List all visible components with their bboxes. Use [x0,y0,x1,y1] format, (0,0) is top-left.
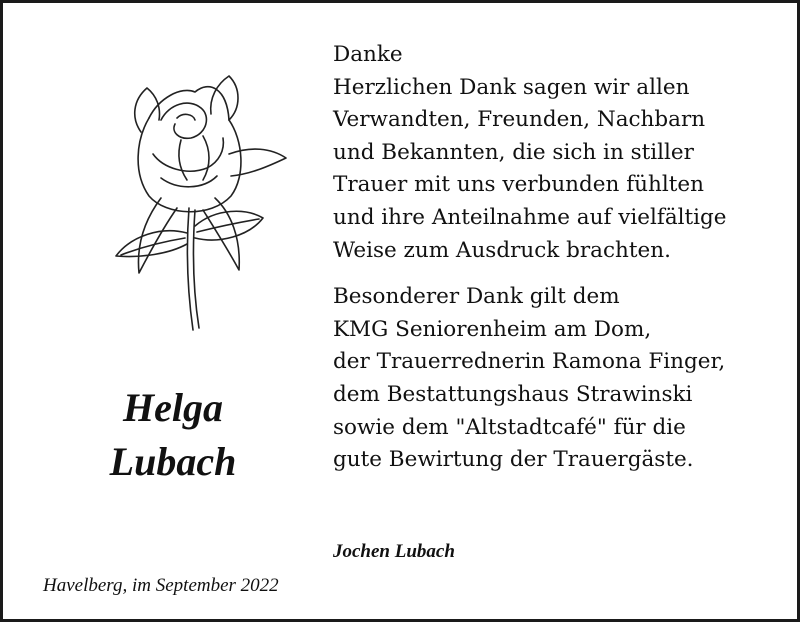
paragraph-2 [333,281,793,477]
text-line: dem Bestattungshaus Strawinski [333,381,693,407]
deceased-last-name: Lubach [109,439,237,484]
paragraph-1 [333,72,793,268]
text-line: Herzlichen Dank sagen wir allen [333,74,690,100]
text-line: KMG Seniorenheim am Dom, [333,316,652,342]
signature: Jochen Lubach [333,541,455,562]
thank-you-text [333,39,793,477]
notice-heading: Danke [333,42,403,67]
text-line: und ihre Anteilnahme auf vielfältige [333,204,727,230]
deceased-first-name: Helga [123,385,223,430]
rose-icon [91,58,291,338]
deceased-name [23,381,323,489]
text-line: und Bekannten, die sich in stiller [333,139,694,165]
text-line: gute Bewirtung der Trauergäste. [333,447,694,473]
text-line: Trauer mit uns verbunden fühlten [333,172,704,198]
text-line: sowie dem "Altstadtcafé" für die [333,414,686,440]
text-line: Besonderer Dank gilt dem [333,284,620,310]
text-line: der Trauerrednerin Ramona Finger, [333,349,726,375]
text-line: Verwandten, Freunden, Nachbarn [333,107,706,133]
place-date: Havelberg, im September 2022 [43,575,279,596]
text-line: Weise zum Ausdruck brachten. [333,237,671,263]
